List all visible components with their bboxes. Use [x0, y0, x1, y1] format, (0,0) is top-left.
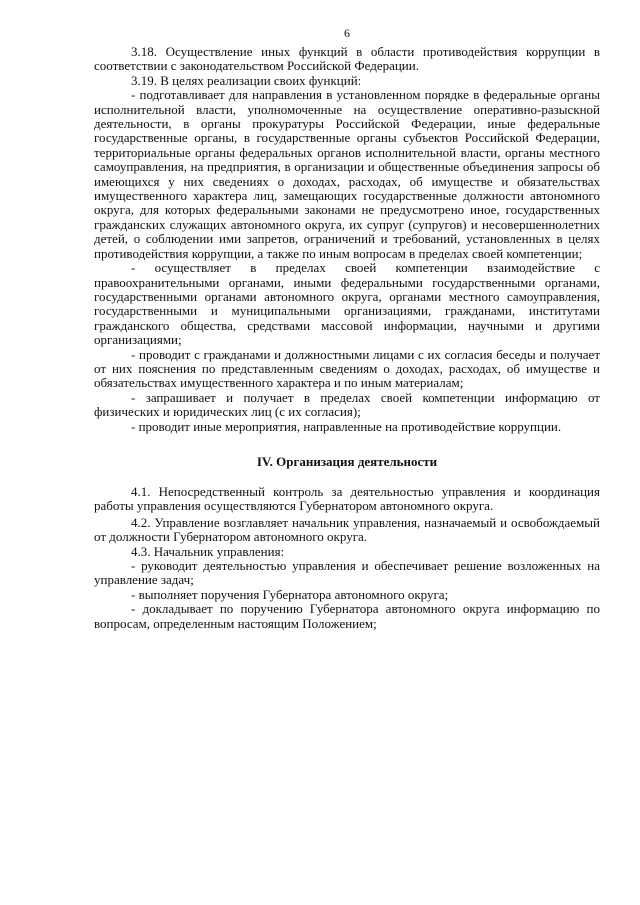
page-number: 6 — [344, 26, 350, 40]
paragraph-3-18: 3.18. Осуществление иных функций в области противодействия коррупции в соответствии с законодательством Российской Федерации. — [94, 44, 600, 74]
list-item-reports: - докладывает по поручению Губернатора автономного округа информацию по вопросам, определенным настоящим Положением; — [94, 601, 600, 631]
list-item-requests-information: - запрашивает и получает в пределах своей компетенции информацию от физических и юридических лиц (с их согласия); — [94, 389, 600, 420]
list-item-manages: - руководит деятельностью управления и обеспечивает решение возложенных на управление задач; — [94, 558, 600, 588]
list-item-conversations: - проводит с гражданами и должностными лицами с их согласия беседы и получает от них пояснения по представленным сведениям о доходах, расходах, об имуществе и обязательствах имущественного характера и по иным материалам; — [94, 346, 600, 391]
list-item-other-measures: - проводит иные мероприятия, направленные на противодействие коррупции. — [131, 418, 562, 434]
paragraph-4-3: 4.3. Начальник управления: — [131, 543, 285, 559]
list-item-prepares-requests: - подготавливает для направления в установленном порядке в федеральные органы исполнительной власти, уполномоченные на осуществление оперативно-разыскной деятельности, в органы прокуратуры Российской Федерации, иные федеральные государственные органы, в государственные органы субъектов Российской Федерации, территориальные органы федеральных органов исполнительной власти, органы местного самоуправления, на предприятия, в организации и общественные объединения запросы об имеющихся у них сведениях о доходах, расходах, об имуществе и обязательствах имущественного характера лиц, замещающих государственные должности автономного округа, для которых федеральными законами не предусмотрено иное, государственных гражданских служащих автономного округа, их супруг (супругов) и несовершеннолетних детей, о соблюдении ими запретов, ограничений и требований, установленных в целях противодействия коррупции, а также по иным вопросам в пределах своей компетенции; — [94, 87, 600, 261]
document-page — [94, 26, 600, 631]
paragraph-3-19: 3.19. В целях реализации своих функций: — [131, 72, 362, 88]
list-item-interaction: - осуществляет в пределах своей компетенции взаимодействие с правоохранительными органами, иными федеральными государственными органами, государственными органами автономного округа, органами местного самоуправления, государственными и муниципальными организациями, гражданами, институтами гражданского общества, средствами массовой информации, научными и другими организациями; — [94, 260, 600, 348]
list-item-executes-orders: - выполняет поручения Губернатора автономного округа; — [131, 586, 449, 602]
section-heading: IV. Организация деятельности — [256, 453, 438, 469]
paragraph-4-2: 4.2. Управление возглавляет начальник управления, назначаемый и освобождаемый от должности Губернатором автономного округа. — [94, 514, 600, 545]
paragraph-4-1: 4.1. Непосредственный контроль за деятельностью управления и координация работы управления осуществляются Губернатором автономного округа. — [94, 483, 600, 514]
